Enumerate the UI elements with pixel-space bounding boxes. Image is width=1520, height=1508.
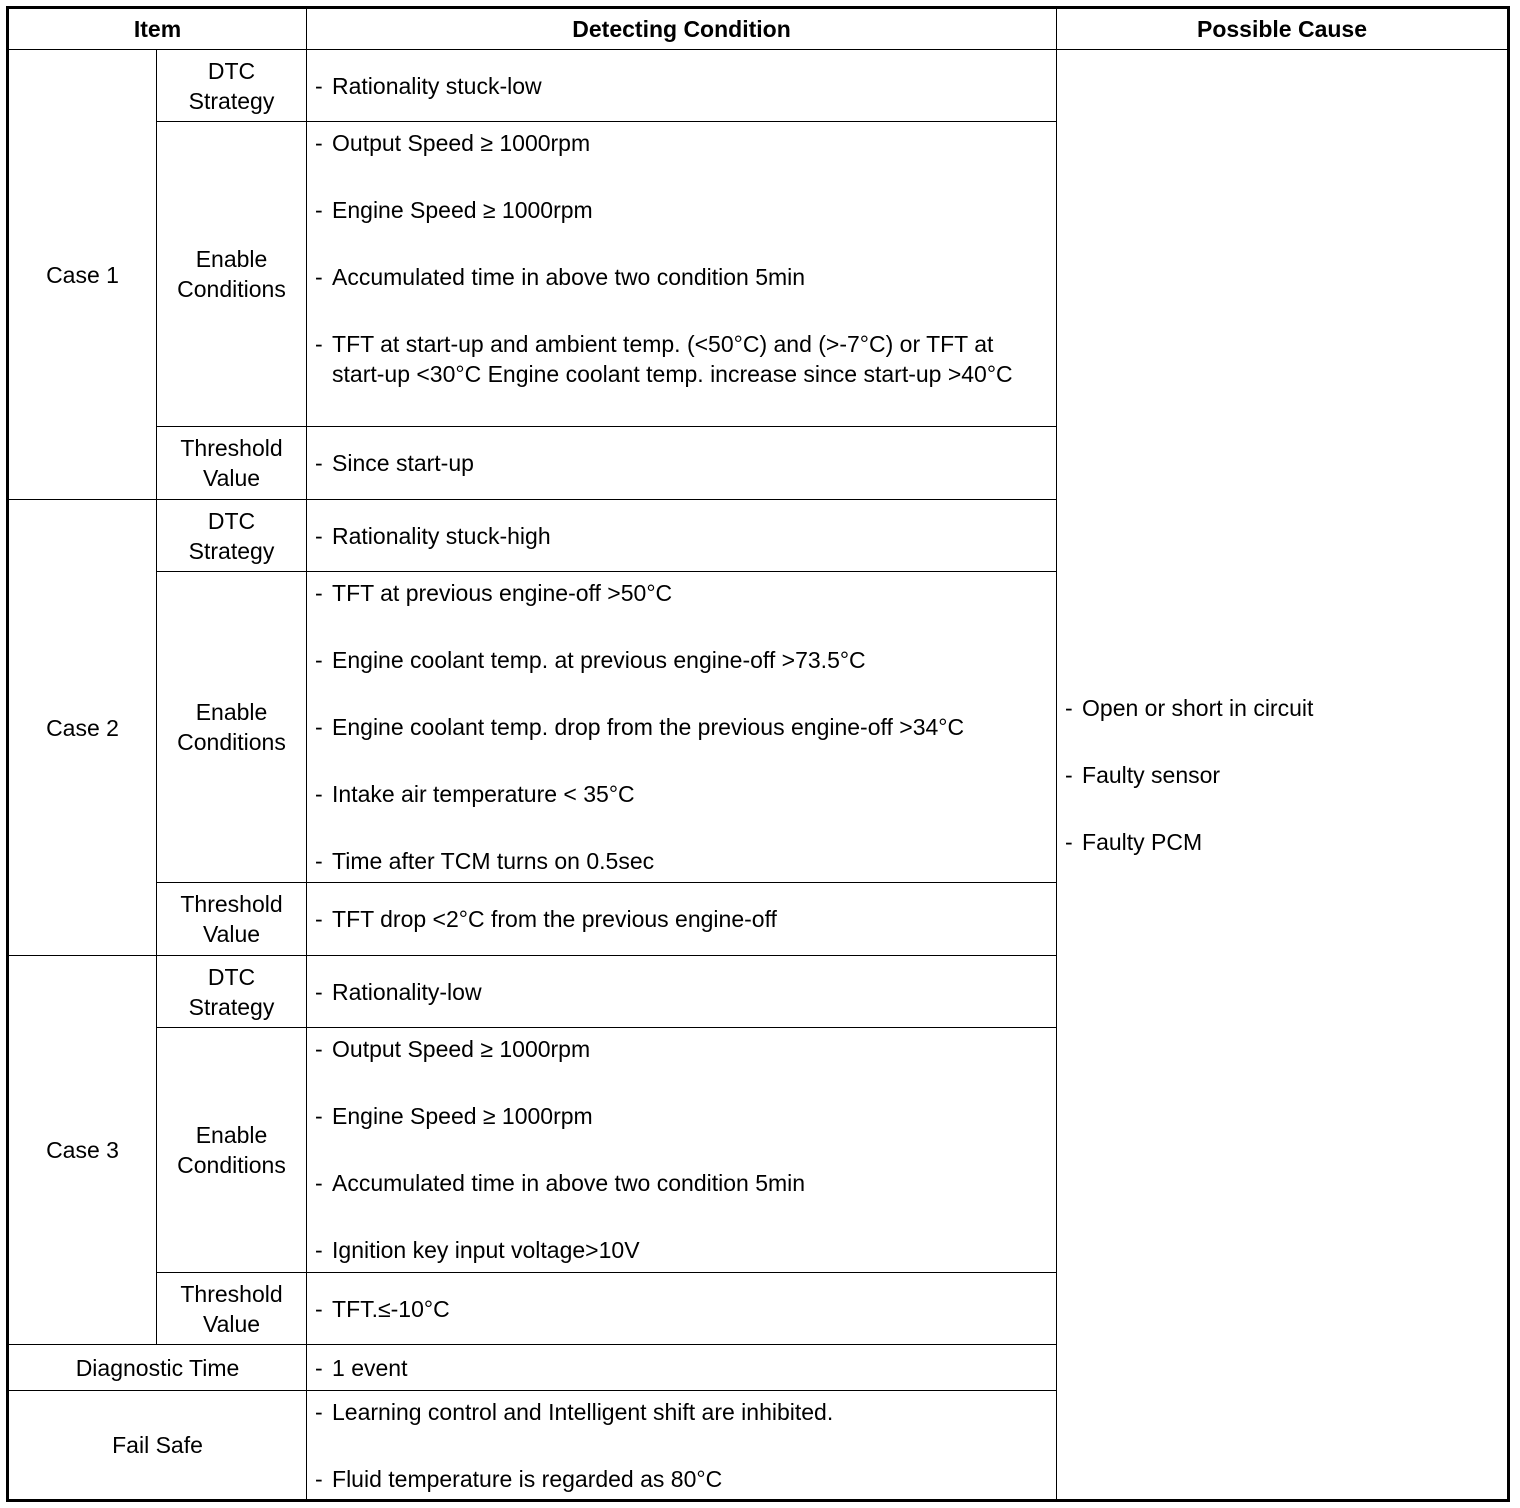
condition-item: - TFT at start-up and ambient temp. (<50°C) and (>-7°C) or TFT at start-up <30°C Engine coolant temp. increase since start-up >40°C bbox=[315, 331, 1013, 387]
possible-cause-item: - Open or short in circuit bbox=[1065, 694, 1314, 721]
condition-item: - Ignition key input voltage>10V bbox=[315, 1237, 640, 1263]
case1-dtc-row bbox=[8, 50, 1509, 122]
dtc-strategy-label: DTC Strategy bbox=[157, 956, 307, 1028]
header-possible-cause: Possible Cause bbox=[1057, 8, 1509, 50]
enable-conditions-list bbox=[307, 1028, 1057, 1273]
fail-safe-label: Fail Safe bbox=[8, 1391, 307, 1501]
condition-item: - TFT at previous engine-off >50°C bbox=[315, 580, 673, 606]
condition-item: - Intake air temperature < 35°C bbox=[315, 781, 635, 807]
fail-safe-item: - Fluid temperature is regarded as 80°C bbox=[315, 1466, 723, 1492]
possible-cause-item: - Faulty sensor bbox=[1065, 761, 1221, 788]
enable-conditions-label: Enable Conditions bbox=[157, 572, 307, 883]
header-item: Item bbox=[8, 8, 307, 50]
condition-item: - Engine Speed ≥ 1000rpm bbox=[315, 197, 593, 223]
header-detecting-condition: Detecting Condition bbox=[307, 8, 1057, 50]
condition-item: - Output Speed ≥ 1000rpm bbox=[315, 130, 591, 156]
enable-conditions-label: Enable Conditions bbox=[157, 122, 307, 427]
enable-conditions-label: Enable Conditions bbox=[157, 1028, 307, 1273]
condition-item: - Accumulated time in above two condition 5min bbox=[315, 264, 806, 290]
condition-item: - Engine Speed ≥ 1000rpm bbox=[315, 1103, 593, 1129]
condition-item: - Output Speed ≥ 1000rpm bbox=[315, 1036, 591, 1062]
dtc-strategy-value: - Rationality stuck-high bbox=[307, 500, 1057, 572]
diagnostic-time-value: - 1 event bbox=[307, 1345, 1057, 1391]
header-row bbox=[8, 8, 1509, 50]
condition-item: - Time after TCM turns on 0.5sec bbox=[315, 848, 655, 874]
enable-conditions-list bbox=[307, 572, 1057, 883]
threshold-value: - Since start-up bbox=[307, 427, 1057, 500]
dtc-strategy-label: DTC Strategy bbox=[157, 50, 307, 122]
case-label: Case 2 bbox=[8, 500, 157, 956]
dtc-specification-table bbox=[6, 6, 1510, 1502]
dtc-strategy-value: - Rationality stuck-low bbox=[307, 50, 1057, 122]
threshold-value: - TFT.≤-10°C bbox=[307, 1273, 1057, 1345]
threshold-value-label: Threshold Value bbox=[157, 883, 307, 956]
dtc-strategy-value: - Rationality-low bbox=[307, 956, 1057, 1028]
diagnostic-time-label: Diagnostic Time bbox=[8, 1345, 307, 1391]
threshold-value-label: Threshold Value bbox=[157, 1273, 307, 1345]
case-label: Case 1 bbox=[8, 50, 157, 500]
possible-cause-item: - Faulty PCM bbox=[1065, 828, 1203, 855]
condition-item: - Accumulated time in above two condition 5min bbox=[315, 1170, 806, 1196]
threshold-value-label: Threshold Value bbox=[157, 427, 307, 500]
threshold-value: - TFT drop <2°C from the previous engine-off bbox=[307, 883, 1057, 956]
dtc-strategy-label: DTC Strategy bbox=[157, 500, 307, 572]
fail-safe-list bbox=[307, 1391, 1057, 1501]
possible-cause-cell bbox=[1057, 50, 1509, 1501]
condition-item: - Engine coolant temp. drop from the previous engine-off >34°C bbox=[315, 714, 965, 740]
condition-item: - Engine coolant temp. at previous engine-off >73.5°C bbox=[315, 647, 866, 673]
enable-conditions-list bbox=[307, 122, 1057, 427]
fail-safe-item: - Learning control and Intelligent shift are inhibited. bbox=[315, 1399, 834, 1425]
case-label: Case 3 bbox=[8, 956, 157, 1345]
